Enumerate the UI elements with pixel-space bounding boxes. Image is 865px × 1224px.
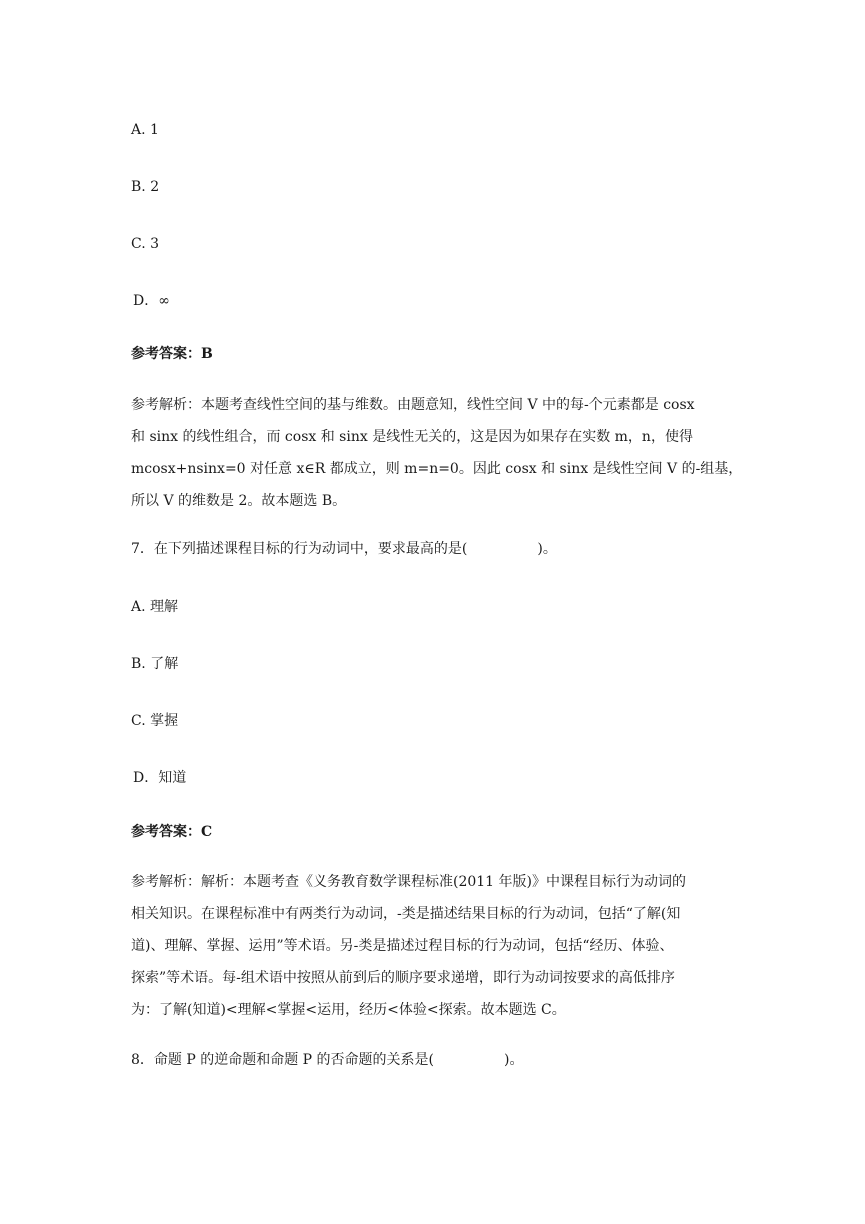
q7-option-c: C. 掌握 xyxy=(131,713,179,729)
q7-option-a: A. 理解 xyxy=(131,599,179,615)
q8-stem: 8．命题 P 的逆命题和命题 P 的否命题的关系是( )。 xyxy=(131,1052,524,1068)
q7-stem: 7．在下列描述课程目标的行为动词中，要求最高的是( )。 xyxy=(131,541,557,557)
q6-answer: 参考答案：B xyxy=(131,346,213,362)
q6-analysis-line: 参考解析：本题考查线性空间的基与维数。由题意知，线性空间 V 中的每-个元素都是 cosx xyxy=(131,397,695,413)
q7-answer: 参考答案：C xyxy=(131,824,213,840)
q6-option-c: C. 3 xyxy=(131,236,160,252)
q6-analysis-line: mcosx+nsinx=0 对任意 x∈R 都成立，则 m=n=0。因此 cosx 和 sinx 是线性空间 V 的-组基， xyxy=(131,461,743,477)
q6-analysis-line: 和 sinx 的线性组合，而 cosx 和 sinx 是线性无关的，这是因为如果存在实数 m，n，使得 xyxy=(131,429,693,445)
q7-option-b: B. 了解 xyxy=(131,656,179,672)
q6-analysis xyxy=(131,389,741,517)
q6-analysis-line: 所以 V 的维数是 2。故本题选 B。 xyxy=(131,493,347,509)
q6-option-b: B. 2 xyxy=(131,179,160,195)
q7-analysis-line: 道)、理解、掌握、运用”等术语。另-类是描述过程目标的行为动词，包括“经历、体验、 xyxy=(131,938,674,954)
q7-analysis-line: 参考解析：解析：本题考查《义务教育数学课程标准(2011 年版)》中课程目标行为动词的 xyxy=(131,874,687,890)
q6-option-d: D．∞ xyxy=(133,293,170,309)
q7-analysis-line: 探索”等术语。每-组术语中按照从前到后的顺序要求递增，即行为动词按要求的高低排序 xyxy=(131,970,675,986)
q7-option-d: D．知道 xyxy=(133,770,187,786)
q7-analysis xyxy=(131,866,741,1026)
q6-option-a: A. 1 xyxy=(131,122,159,138)
q7-analysis-line: 相关知识。在课程标准中有两类行为动词，-类是描述结果目标的行为动词，包括“了解(知 xyxy=(131,906,681,922)
q7-analysis-line: 为：了解(知道)<理解<掌握<运用，经历<体验<探索。故本题选 C。 xyxy=(131,1002,566,1018)
